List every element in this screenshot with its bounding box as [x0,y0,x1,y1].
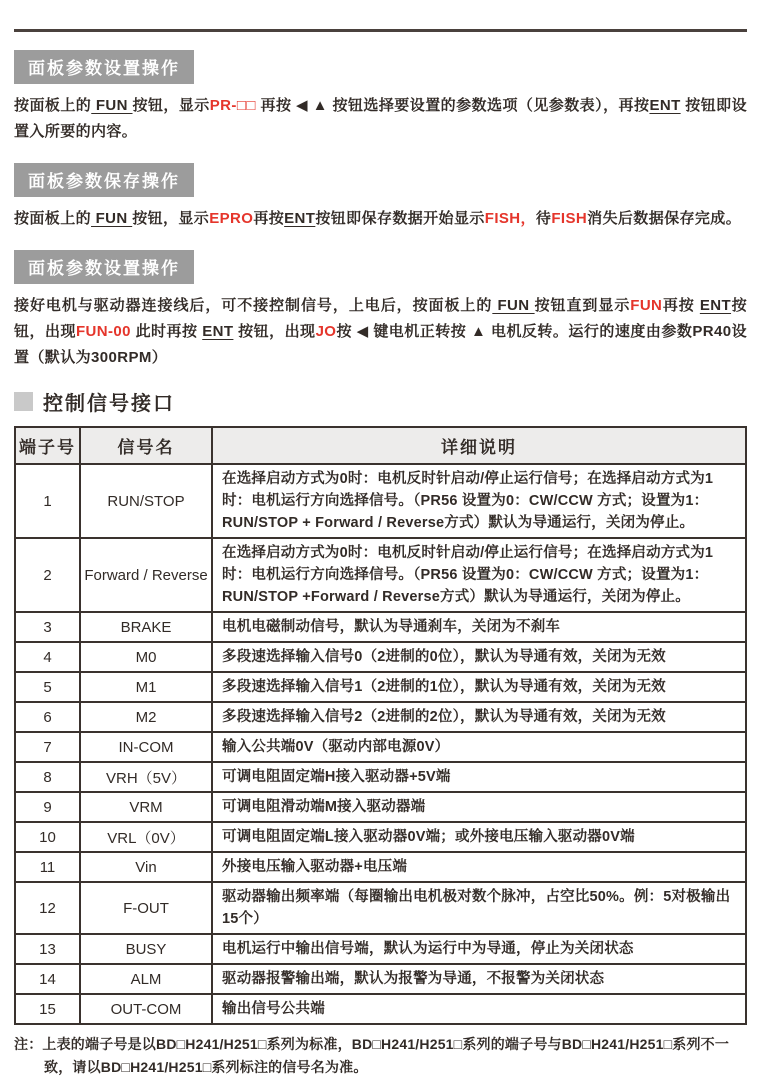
footnote-prefix: 注： [14,1036,43,1052]
button-name-text: ENT [202,323,234,340]
cell-signal: M2 [80,702,212,732]
cell-signal: IN-COM [80,732,212,762]
cell-desc: 输出信号公共端 [212,994,746,1024]
body-text: 按面板上的 [14,97,92,114]
highlight-red-text: FUN-00 [75,323,131,340]
section-badge: 面板参数设置操作 [14,250,194,284]
cell-terminal: 8 [15,762,80,792]
button-name-text: FUN [91,97,133,114]
section-panel-setting [0,32,761,145]
col-header-description: 详细说明 [212,427,746,464]
body-text: 此时再按 [130,323,203,340]
cell-signal: BUSY [80,934,212,964]
body-text: 再按 [662,297,700,314]
cell-terminal: 4 [15,642,80,672]
cell-signal: VRM [80,792,212,822]
col-header-terminal: 端子号 [15,427,80,464]
cell-signal: M0 [80,642,212,672]
cell-desc: 可调电阻固定端H接入驱动器+5V端 [212,762,746,792]
cell-signal: Vin [80,852,212,882]
cell-desc: 在选择启动方式为0时：电机反时针启动/停止运行信号；在选择启动方式为1时：电机运行方向选择信号。（PR56 设置为0：CW/CCW 方式；设置为1：RUN/STOP +Forward / Reverse方式）默认为导通运行，关闭为停止。 [212,538,746,612]
cell-terminal: 11 [15,852,80,882]
table-row [15,464,746,538]
cell-terminal: 7 [15,732,80,762]
section-trial-run [0,238,761,371]
button-name-text: ENT [284,210,316,227]
section-badge: 面板参数保存操作 [14,163,194,197]
body-text: 按钮即保存数据开始显示 [315,210,485,227]
body-text: 接好电机与驱动器连接线后，可不接控制信号，上电后，按面板上的 [14,297,493,314]
cell-desc: 可调电阻滑动端M接入驱动器端 [212,792,746,822]
section-panel-save [0,151,761,232]
cell-desc: 可调电阻固定端L接入驱动器0V端；或外接电压输入驱动器0V端 [212,822,746,852]
body-text: 按钮，显示 [132,210,210,227]
highlight-red-text: PR-□□ [209,97,256,114]
button-name-text: FUN [91,210,133,227]
table-row [15,672,746,702]
cell-desc: 输入公共端0V（驱动内部电源0V） [212,732,746,762]
cell-signal: Forward / Reverse [80,538,212,612]
body-text: 按钮直到显示 [534,297,631,314]
footnote [14,1033,747,1079]
cell-desc: 电机电磁制动信号，默认为导通刹车，关闭为不刹车 [212,612,746,642]
cell-terminal: 6 [15,702,80,732]
table-row [15,792,746,822]
body-text: 按钮，显示 [132,97,210,114]
section-title-label: 控制信号接口 [43,393,175,415]
body-text: 按钮，出现 [14,297,747,340]
instruction-paragraph [14,293,747,371]
table-row [15,994,746,1024]
body-text: 按钮即设置入所要的内容。 [14,97,748,140]
table-row [15,964,746,994]
body-text: 再按 [253,210,285,227]
table-row [15,538,746,612]
body-text: 按钮，出现 [233,323,316,340]
table-header-row [15,427,746,464]
body-text: 待 [535,210,552,227]
table-row [15,642,746,672]
cell-terminal: 1 [15,464,80,538]
cell-desc: 驱动器输出频率端（每圈输出电机极对数个脉冲，占空比50%。例：5对极输出15个） [212,882,746,934]
cell-signal: ALM [80,964,212,994]
body-text: 按面板上的 [14,210,92,227]
cell-terminal: 3 [15,612,80,642]
signal-table-body [15,464,746,1024]
control-signal-table [14,426,747,1025]
cell-terminal: 15 [15,994,80,1024]
table-row [15,732,746,762]
cell-desc: 驱动器报警输出端，默认为报警为导通，不报警为关闭状态 [212,964,746,994]
cell-desc: 多段速选择输入信号1（2进制的1位），默认为导通有效，关闭为无效 [212,672,746,702]
cell-terminal: 13 [15,934,80,964]
table-row [15,882,746,934]
cell-desc: 电机运行中输出信号端，默认为运行中为导通，停止为关闭状态 [212,934,746,964]
body-text: 消失后数据保存完成。 [587,210,742,227]
table-row [15,702,746,732]
cell-terminal: 14 [15,964,80,994]
instruction-paragraph [14,93,747,145]
cell-signal: OUT-COM [80,994,212,1024]
cell-terminal: 9 [15,792,80,822]
cell-signal: VRH（5V） [80,762,212,792]
section-badge: 面板参数设置操作 [14,50,194,84]
table-row [15,852,746,882]
highlight-red-text: FISH [551,210,588,227]
button-name-text: ENT [649,97,681,114]
body-text: 按 ◀ 键电机正转按 ▲ 电机反转。运行的速度由参数PR40设置（默认为300RPM） [14,323,747,366]
footnote-text: 上表的端子号是以BD□H241/H251□系列为标准，BD□H241/H251□系列的端子号与BD□H241/H251□系列不一致，请以BD□H241/H251□系列标注的信号名为准。 [42,1036,730,1075]
square-bullet-icon [14,392,33,411]
cell-terminal: 2 [15,538,80,612]
highlight-red-text: EPRO [209,210,254,227]
cell-desc: 外接电压输入驱动器+电压端 [212,852,746,882]
cell-terminal: 10 [15,822,80,852]
cell-signal: BRAKE [80,612,212,642]
highlight-red-text: JO [315,323,337,340]
section-title [14,387,747,416]
col-header-signal: 信号名 [80,427,212,464]
cell-desc: 多段速选择输入信号2（2进制的2位），默认为导通有效，关闭为无效 [212,702,746,732]
highlight-red-text: FUN [630,297,663,314]
table-row [15,762,746,792]
cell-terminal: 12 [15,882,80,934]
instruction-paragraph [14,206,747,232]
table-row [15,822,746,852]
cell-signal: RUN/STOP [80,464,212,538]
highlight-red-text: FISH， [484,210,536,227]
button-name-text: ENT [699,297,732,314]
table-row [15,934,746,964]
table-row [15,612,746,642]
cell-signal: VRL（0V） [80,822,212,852]
cell-desc: 在选择启动方式为0时：电机反时针启动/停止运行信号；在选择启动方式为1时：电机运行方向选择信号。（PR56 设置为0：CW/CCW 方式；设置为1：RUN/STOP + Forward / Reverse方式）默认为导通运行，关闭为停止。 [212,464,746,538]
cell-signal: M1 [80,672,212,702]
cell-signal: F-OUT [80,882,212,934]
body-text: 再按 ◀ ▲ 按钮选择要设置的参数选项（见参数表），再按 [255,97,650,114]
cell-desc: 多段速选择输入信号0（2进制的0位），默认为导通有效，关闭为无效 [212,642,746,672]
cell-terminal: 5 [15,672,80,702]
button-name-text: FUN [492,297,535,314]
